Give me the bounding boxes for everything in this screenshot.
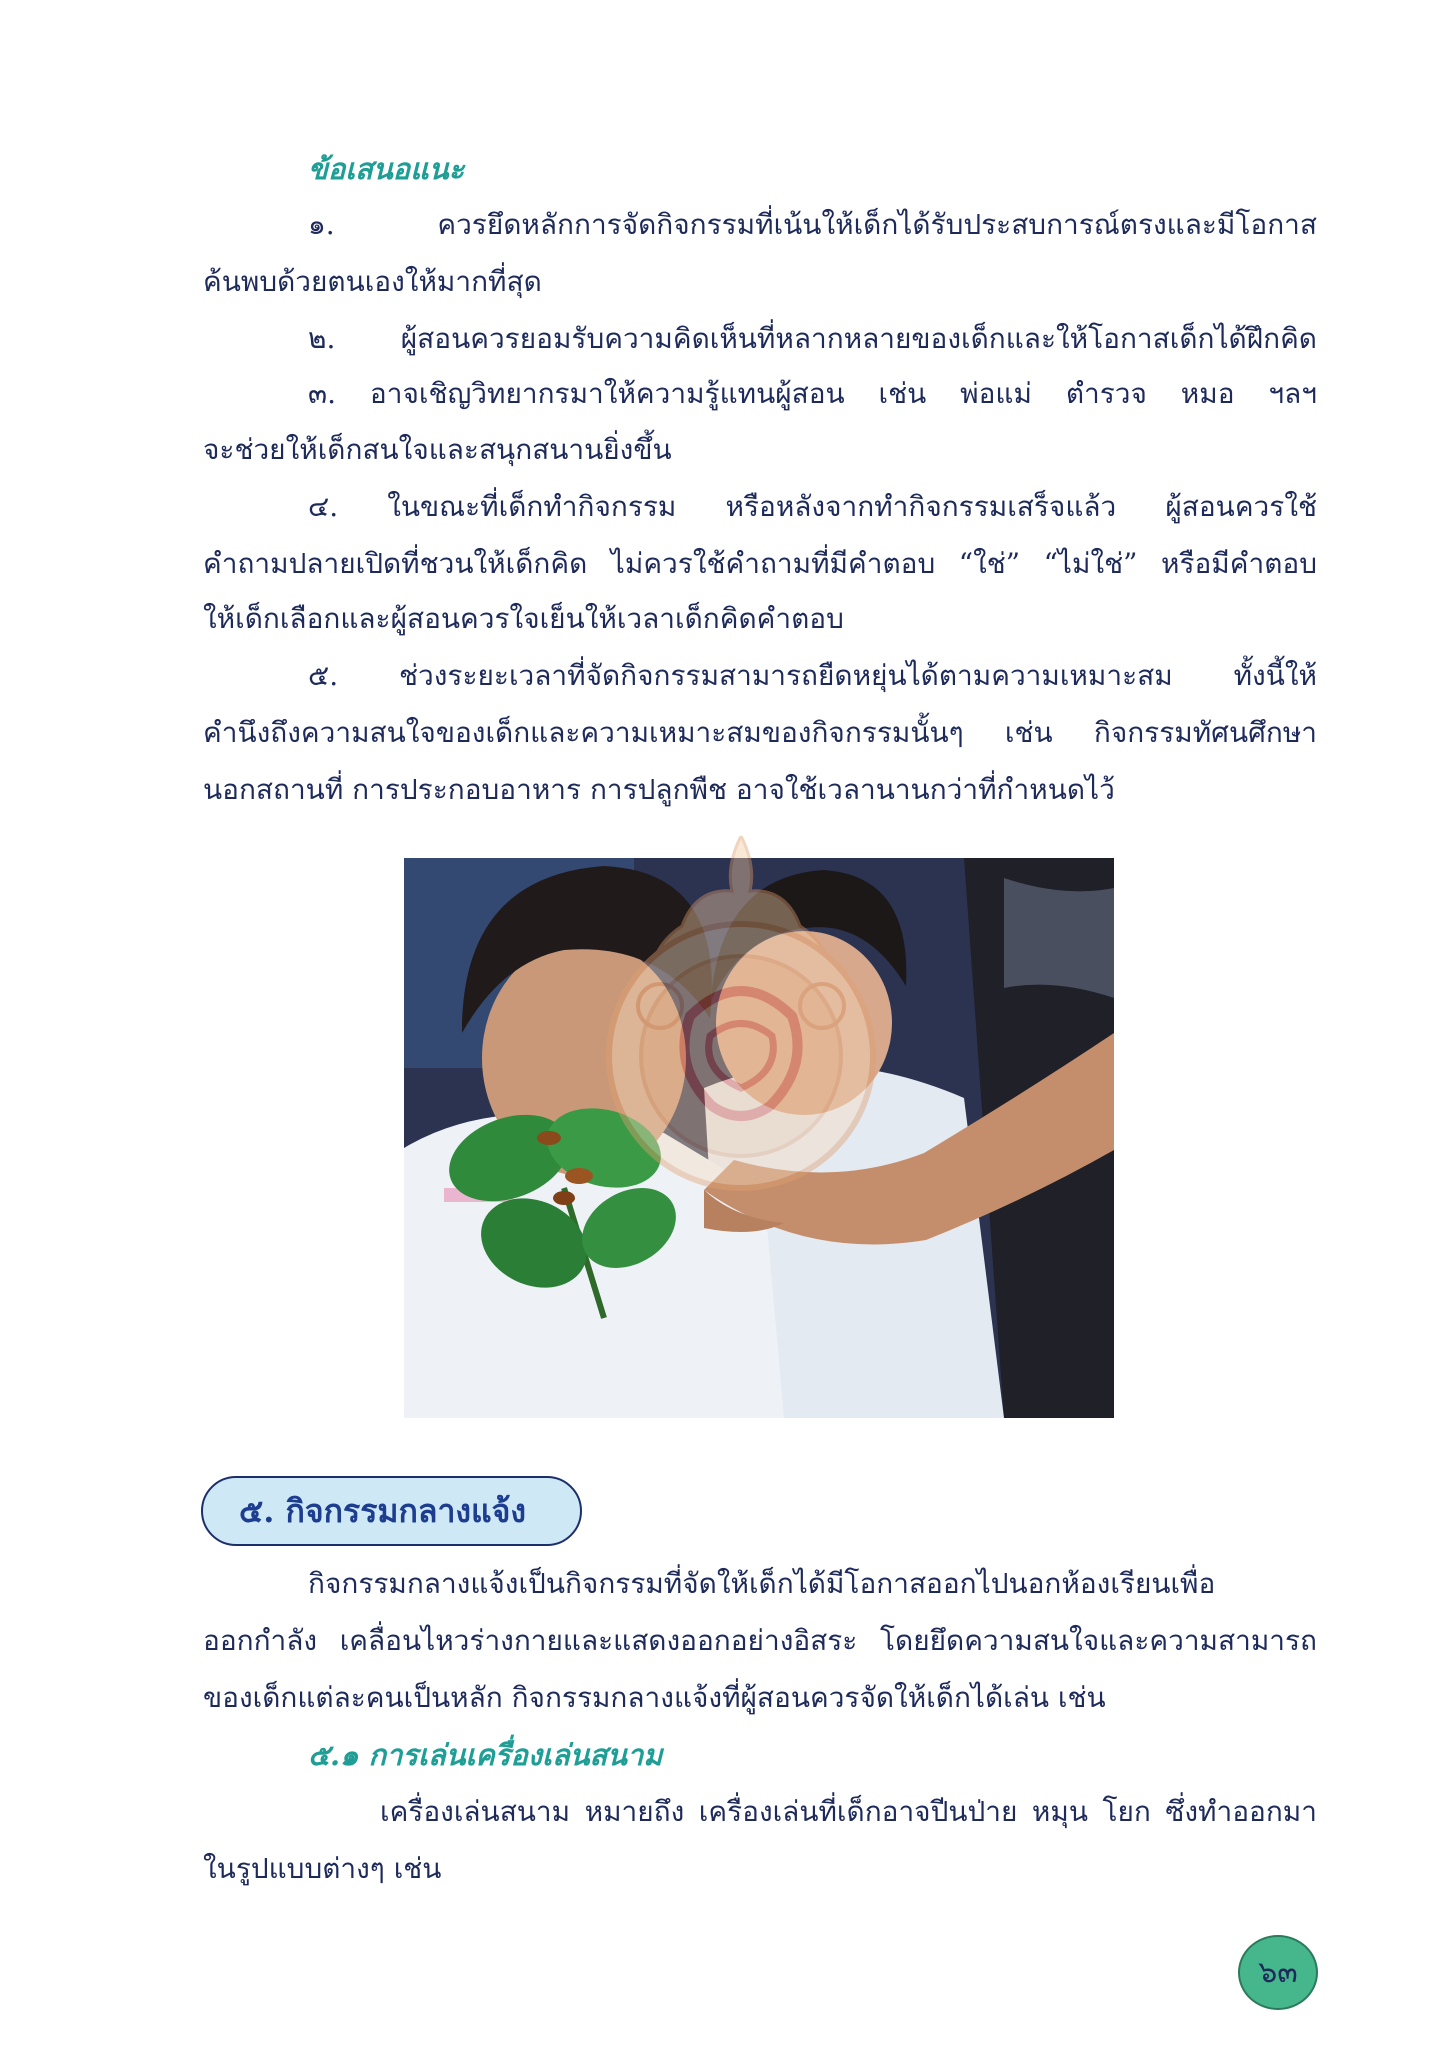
recommendation-line: คำถามปลายเปิดที่ชวนให้เด็กคิด ไม่ควรใช้คำถามที่มีคำตอบ “ใช่” “ไม่ใช่” หรือมีคำตอบ bbox=[203, 547, 1317, 580]
recommendation-line: นอกสถานที่ การประกอบอาหาร การปลูกพืช อาจใช้เวลานานกว่าที่กำหนดไว้ bbox=[203, 773, 1115, 806]
recommendation-line: จะช่วยให้เด็กสนใจและสนุกสนานยิ่งขึ้น bbox=[203, 433, 672, 466]
recommendation-line: ให้เด็กเลือกและผู้สอนควรใจเย็นให้เวลาเด็กคิดคำตอบ bbox=[203, 602, 844, 635]
section-title: ๕. กิจกรรมกลางแจ้ง bbox=[239, 1492, 527, 1530]
subsection-line: ในรูปแบบต่างๆ เช่น bbox=[203, 1852, 442, 1885]
section-heading-box bbox=[201, 1476, 582, 1546]
recommendation-line: คำนึงถึงความสนใจของเด็กและความเหมาะสมของกิจกรรมนั้นๆ เช่น กิจกรรมทัศนศึกษา bbox=[203, 716, 1317, 749]
recommendations-heading: ข้อเสนอแนะ bbox=[308, 152, 465, 186]
section-intro-line: กิจกรรมกลางแจ้งเป็นกิจกรรมที่จัดให้เด็กได้มีโอกาสออกไปนอกห้องเรียนเพื่อ bbox=[308, 1567, 1216, 1600]
recommendation-line: ๕. ช่วงระยะเวลาที่จัดกิจกรรมสามารถยืดหยุ่นได้ตามความเหมาะสม ทั้งนี้ให้ bbox=[308, 659, 1317, 692]
recommendation-line: ๑. ควรยึดหลักการจัดกิจกรรมที่เน้นให้เด็กได้รับประสบการณ์ตรงและมีโอกาส bbox=[308, 208, 1317, 241]
subsection-heading: ๕.๑ การเล่นเครื่องเล่นสนาม bbox=[308, 1738, 663, 1772]
page-number: ๖๓ bbox=[1238, 1935, 1318, 2010]
subsection-line: เครื่องเล่นสนาม หมายถึง เครื่องเล่นที่เด็กอาจปีนป่าย หมุน โยก ซึ่งทำออกมา bbox=[380, 1795, 1317, 1828]
recommendation-line: ๒. ผู้สอนควรยอมรับความคิดเห็นที่หลากหลายของเด็กและให้โอกาสเด็กได้ฝึกคิด bbox=[308, 322, 1317, 355]
recommendation-line: ค้นพบด้วยตนเองให้มากที่สุด bbox=[203, 265, 542, 298]
recommendation-line: ๔. ในขณะที่เด็กทำกิจกรรม หรือหลังจากทำกิจกรรมเสร็จแล้ว ผู้สอนควรใช้ bbox=[308, 490, 1317, 523]
section-intro-line: ของเด็กแต่ละคนเป็นหลัก กิจกรรมกลางแจ้งที่ผู้สอนควรจัดให้เด็กได้เล่น เช่น bbox=[203, 1681, 1106, 1714]
activity-photo bbox=[404, 858, 1114, 1418]
section-intro-line: ออกกำลัง เคลื่อนไหวร่างกายและแสดงออกอย่างอิสระ โดยยึดความสนใจและความสามารถ bbox=[203, 1624, 1317, 1657]
child-right-face bbox=[716, 931, 892, 1115]
background-person bbox=[1004, 878, 1114, 998]
recommendation-line: ๓. อาจเชิญวิทยากรมาให้ความรู้แทนผู้สอน เช่น พ่อแม่ ตำรวจ หมอ ฯลฯ bbox=[308, 377, 1317, 410]
